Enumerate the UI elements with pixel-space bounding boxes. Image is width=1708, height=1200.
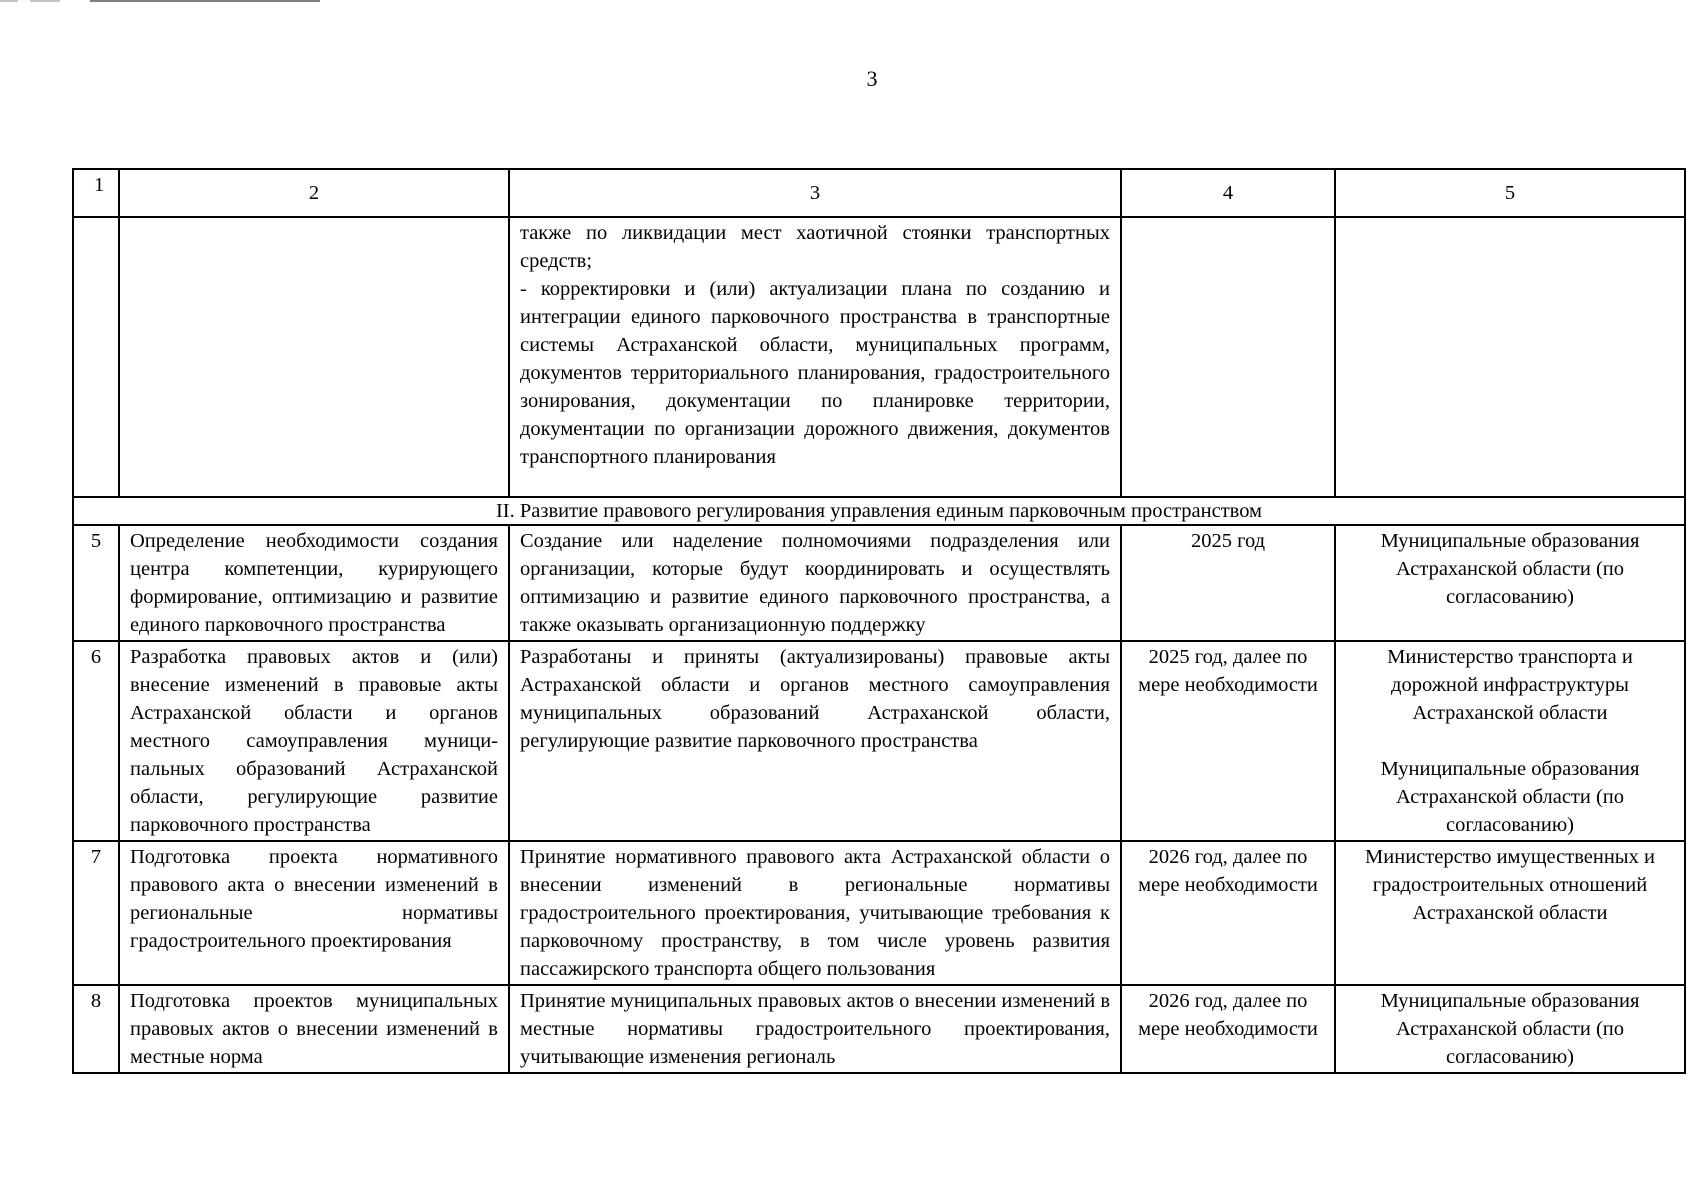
table-row xyxy=(73,985,1685,1073)
result-cell: Разработаны и приняты (актуализированы) правовые акты Астраханской области и органов местного самоуправления муниципальных образований Астраханской области, регулирующие развитие парковочного пространства xyxy=(509,641,1121,841)
result-cell: Принятие нормативного правового акта Астраханской области о внесении изменений в региональные нормативы градостроительного проектирования, учитывающие требования к парковочному пространству, в том числе уровень развития пассажирского транспорта общего пользования xyxy=(509,841,1121,985)
row-number: 5 xyxy=(73,525,119,641)
row-number: 7 xyxy=(73,841,119,985)
row-number: 6 xyxy=(73,641,119,841)
responsible-entry: Муниципальные образования Астраханской области (по согласованию) xyxy=(1380,758,1640,836)
responsible-cell xyxy=(1335,641,1685,841)
responsible-entry: Муниципальные образования Астраханской области (по согласованию) xyxy=(1380,530,1640,608)
continuation-result xyxy=(509,217,1121,497)
table-row xyxy=(73,525,1685,641)
deadline-cell: 2025 год, далее по мере необходимости xyxy=(1121,641,1335,841)
continuation-text-2: - корректировки и (или) актуализации плана по созданию и интеграции единого парковочного пространства в транспортные системы Астраханской области, муниципальных программ, документов территориального планирования, градостроительного зонирования, документации по планировке территории, документации по организации дорожного движения, документов транспортного планирования xyxy=(520,278,1110,468)
continuation-responsible xyxy=(1335,217,1685,497)
section-title: II. Развитие правового регулирования управления единым парковочным пространством xyxy=(73,497,1685,525)
responsible-cell xyxy=(1335,525,1685,641)
continuation-deadline xyxy=(1121,217,1335,497)
header-col-2: 2 xyxy=(119,169,509,217)
section-heading-row xyxy=(73,497,1685,525)
continuation-text-1: также по ликвидации мест хаотичной стоянки транспортных средств; xyxy=(520,222,1110,272)
measure-cell: Определение необходимости создания центра компетенции, курирующего формирование, оптимизацию и развитие единого парковочного пространства xyxy=(119,525,509,641)
measure-cell: Подготовка проектов муниципальных правовых актов о внесении изменений в местные норма xyxy=(119,985,509,1073)
responsible-entry: Муниципальные образования Астраханской области (по согласованию) xyxy=(1380,990,1640,1068)
deadline-cell: 2026 год, далее по мере необходимости xyxy=(1121,985,1335,1073)
measures-table xyxy=(72,168,1686,1074)
responsible-cell xyxy=(1335,985,1685,1073)
responsible-entry: Министерство имущественных и градостроительных отношений Астраханской области xyxy=(1365,846,1655,924)
header-col-5: 5 xyxy=(1335,169,1685,217)
deadline-cell: 2026 год, далее по мере необходимости xyxy=(1121,841,1335,985)
continuation-num xyxy=(73,217,119,497)
table-row xyxy=(73,841,1685,985)
continuation-row xyxy=(73,217,1685,497)
header-col-4: 4 xyxy=(1121,169,1335,217)
table-header-row xyxy=(73,169,1685,217)
result-cell: Принятие муниципальных правовых актов о внесении изменений в местные нормативы градостроительного проектирования, учитывающие изменения региональ xyxy=(509,985,1121,1073)
measure-cell: Разработка правовых актов и (или) внесение изменений в правовые акты Астраханской области и органов местного самоуправления муниципальных образований Астраханской области, регулирующие развитие парковочного пространства xyxy=(119,641,509,841)
continuation-measure xyxy=(119,217,509,497)
table-row xyxy=(73,641,1685,841)
page-number: 3 xyxy=(866,66,878,91)
result-cell: Создание или наделение полномочиями подразделения или организации, которые будут координировать и осуществлять оптимизацию и развитие единого парковочного пространства, а также оказывать организационную поддержку xyxy=(509,525,1121,641)
row-number: 8 xyxy=(73,985,119,1073)
deadline-cell: 2025 год xyxy=(1121,525,1335,641)
responsible-entry: Министерство транспорта и дорожной инфраструктуры Астраханской области xyxy=(1387,646,1633,724)
measure-cell: Подготовка проекта нормативного правового акта о внесении изменений в региональные нормативы градостроительного проектирования xyxy=(119,841,509,985)
scan-artifact-marks xyxy=(0,0,340,4)
responsible-cell xyxy=(1335,841,1685,985)
header-col-1: 1 xyxy=(73,169,119,217)
header-col-3: 3 xyxy=(509,169,1121,217)
